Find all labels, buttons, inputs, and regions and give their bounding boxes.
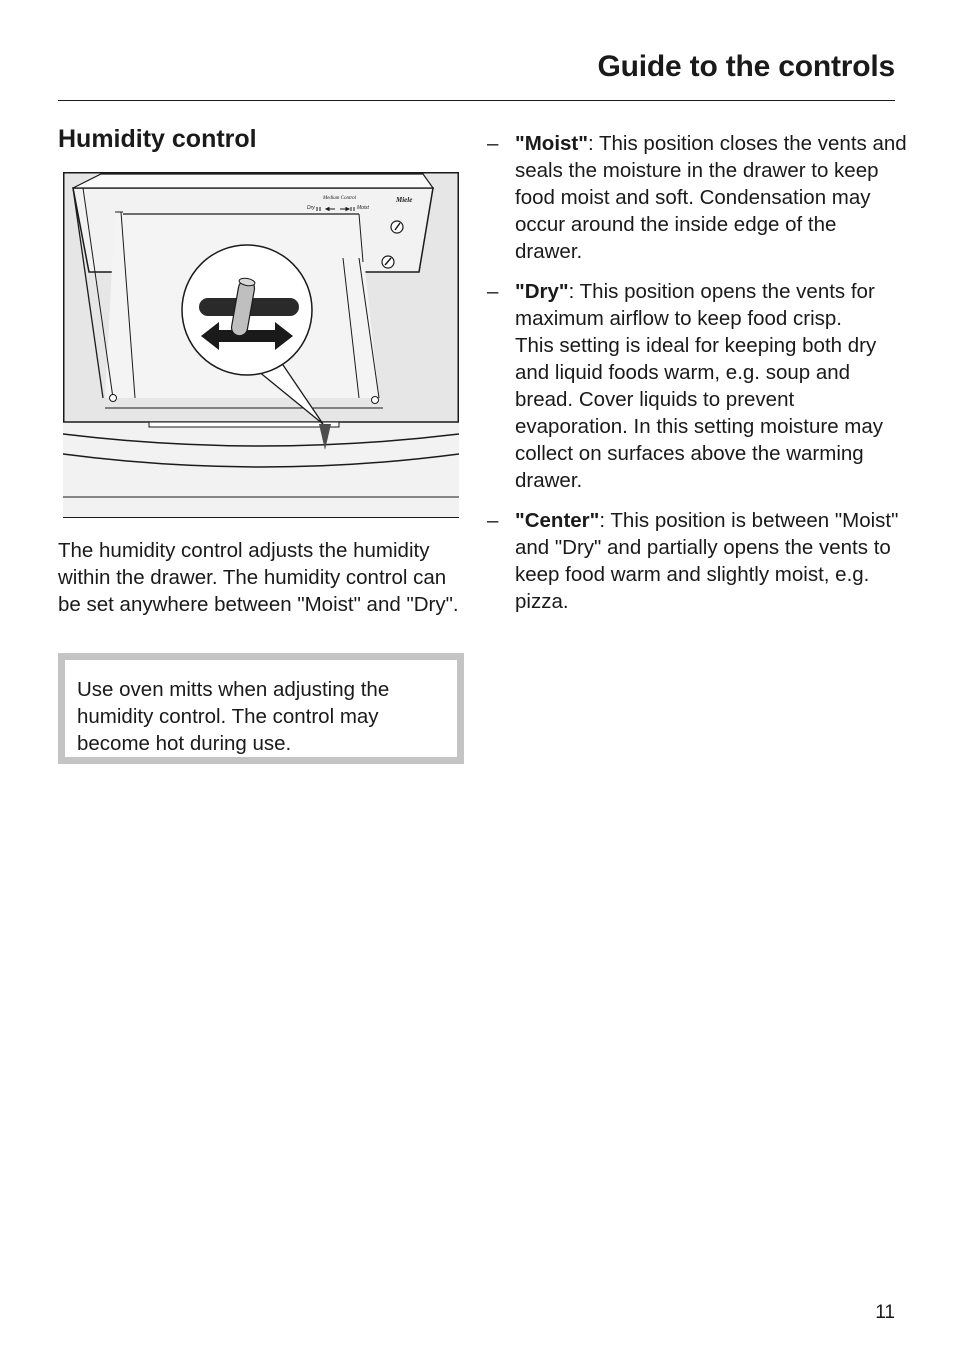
option-dry bbox=[487, 278, 907, 494]
panel-label: Medium Control bbox=[323, 196, 357, 201]
brand-label: Miele bbox=[396, 196, 413, 204]
option-moist bbox=[487, 130, 907, 265]
page-number: 11 bbox=[875, 1302, 895, 1323]
header-rule bbox=[58, 100, 895, 101]
humidity-control-illustration bbox=[63, 172, 459, 518]
section-title: Humidity control bbox=[58, 125, 257, 153]
list-dash: – bbox=[487, 280, 499, 303]
option-description: : This position closes the vents and seals the moisture in the drawer to keep food moist and soft. Condensation may occur around the inside edge of the drawer. bbox=[515, 132, 907, 263]
screw-icon bbox=[110, 395, 117, 402]
option-name: "Moist" bbox=[515, 132, 588, 155]
warning-box bbox=[58, 653, 464, 764]
list-dash: – bbox=[487, 509, 499, 532]
option-center bbox=[487, 507, 907, 615]
option-description: : This position is between "Moist" and "Dry" and partially opens the vents to keep food warm and slightly moist, e.g. pizza. bbox=[515, 509, 899, 613]
warning-text: Use oven mitts when adjusting the humidity control. The control may become hot during use. bbox=[65, 660, 457, 757]
list-dash: – bbox=[487, 132, 499, 155]
humidity-options-list bbox=[487, 130, 907, 628]
moist-label: Moist bbox=[357, 205, 369, 211]
screw-icon bbox=[372, 397, 379, 404]
page-header-title: Guide to the controls bbox=[597, 50, 895, 83]
intro-paragraph: The humidity control adjusts the humidity within the drawer. The humidity control can be set anywhere between "Moist" and "Dry". bbox=[58, 539, 459, 616]
knob-icon bbox=[391, 221, 403, 233]
knob-icon bbox=[382, 256, 394, 268]
option-extra-description: This setting is ideal for keeping both dry and liquid foods warm, e.g. soup and bread. Cover liquids to prevent evaporation. In this setting moisture may collect on surfaces above the warming drawer. bbox=[515, 334, 884, 492]
option-description: : This position opens the vents for maximum airflow to keep food crisp. bbox=[515, 280, 875, 330]
dry-label: Dry bbox=[307, 205, 315, 211]
option-name: "Dry" bbox=[515, 280, 569, 303]
option-name: "Center" bbox=[515, 509, 600, 532]
